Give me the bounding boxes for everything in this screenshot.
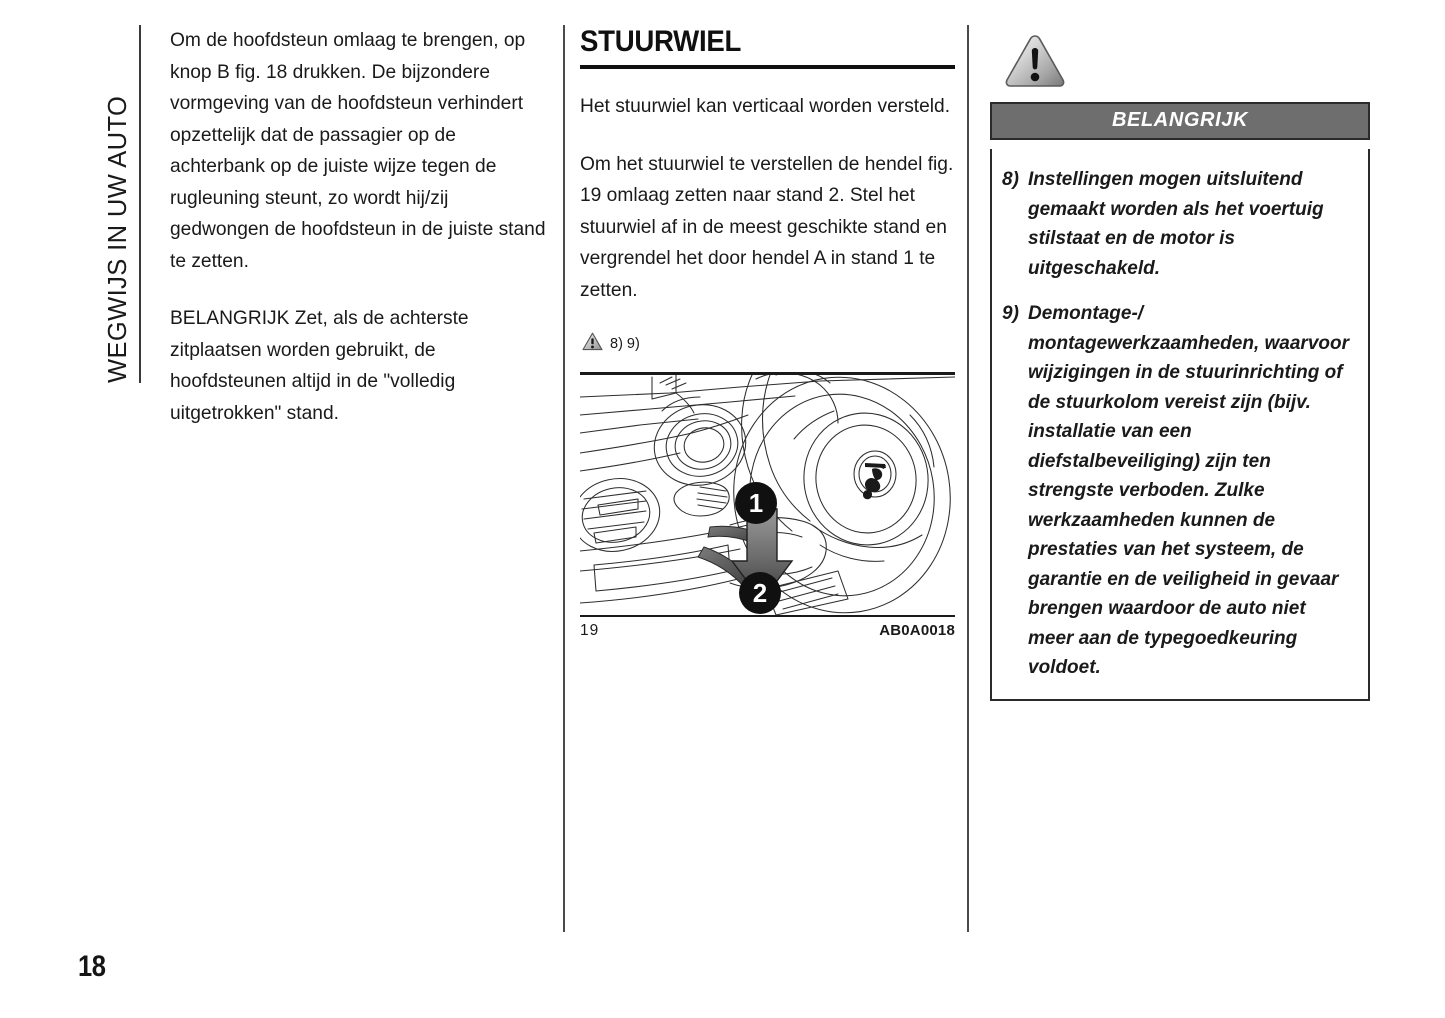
callout-1-label: 1 — [748, 487, 764, 518]
figure-illustration — [580, 375, 955, 615]
paragraph-headrest-important: BELANGRIJK Zet, als de achterste zitplaatsen worden gebruikt, de hoofdsteunen altijd in de "volledig uitgetrokken" stand. — [170, 308, 469, 424]
important-item-marker: 9) — [1002, 303, 1019, 324]
section-side-tab — [78, 25, 138, 385]
important-item-marker: 8) — [1002, 169, 1019, 190]
inline-warning-reference — [582, 332, 955, 356]
column-divider-left — [563, 25, 565, 932]
page-number: 18 — [78, 950, 106, 983]
figure-steering-wheel — [580, 372, 955, 640]
important-item-text: Demontage-/ montagewerkzaamheden, waarvoor wijzigingen in de stuurinrichting of de stuurkolom vereist zijn (bijv. installatie van een diefstalbeveiliging) zijn ten strengste verboden. Zulke werkzaamheden kunnen de prestaties van het systeem, de garantie en de veiligheid in gevaar brengen waardoor de auto niet meer aan de typegoedkeuring voldoet. — [1028, 303, 1349, 678]
important-item-text: Instellingen mogen uitsluitend gemaakt worden als het voertuig stilstaat en de motor is uitgeschakeld. — [1028, 169, 1324, 279]
inline-warning-refs: 8) 9) — [610, 336, 640, 352]
figure-callout-1 — [735, 482, 777, 524]
figure-caption — [580, 622, 955, 640]
figure-number: 19 — [580, 622, 600, 639]
section-side-tab-label: WEGWIJS IN UW AUTO — [104, 95, 132, 383]
important-box-body — [990, 149, 1370, 701]
paragraph-steering-intro: Het stuurwiel kan verticaal worden versteld. — [580, 96, 951, 117]
paragraph-headrest-lowering: Om de hoofdsteun omlaag te brengen, op knop B fig. 18 drukken. De bijzondere vormgeving van de hoofdsteun verhindert opzettelijk dat de passagier op de achterbank op de juiste wijze tegen de rugleuning steunt, zo wordt hij/zij gedwongen de hoofdsteun in de juiste stand te zetten. — [170, 30, 546, 272]
warning-triangle-icon-large — [1004, 33, 1370, 94]
important-box-title: BELANGRIJK — [1111, 109, 1248, 131]
heading-underline — [580, 65, 955, 69]
figure-bottom-rule — [580, 615, 955, 618]
abarth-logo-icon — [863, 463, 886, 499]
warning-triangle-icon — [582, 332, 603, 356]
page-title: STUURWIEL — [580, 25, 742, 58]
left-column — [170, 25, 548, 455]
figure-code: AB0A0018 — [879, 622, 955, 639]
callout-2-label: 2 — [752, 577, 768, 608]
important-item — [996, 165, 1354, 283]
important-box-header — [990, 102, 1370, 140]
side-tab-rule — [139, 25, 141, 383]
paragraph-steering-adjust: Om het stuurwiel te verstellen de hendel fig. 19 omlaag zetten naar stand 2. Stel het stuurwiel af in de meest geschikte stand en vergrendel het door hendel A in stand 1 te zetten. — [580, 153, 954, 301]
right-column — [990, 25, 1370, 701]
important-item — [996, 299, 1354, 683]
figure-callout-2 — [739, 572, 781, 614]
middle-column — [580, 25, 955, 640]
column-divider-right — [967, 25, 969, 932]
